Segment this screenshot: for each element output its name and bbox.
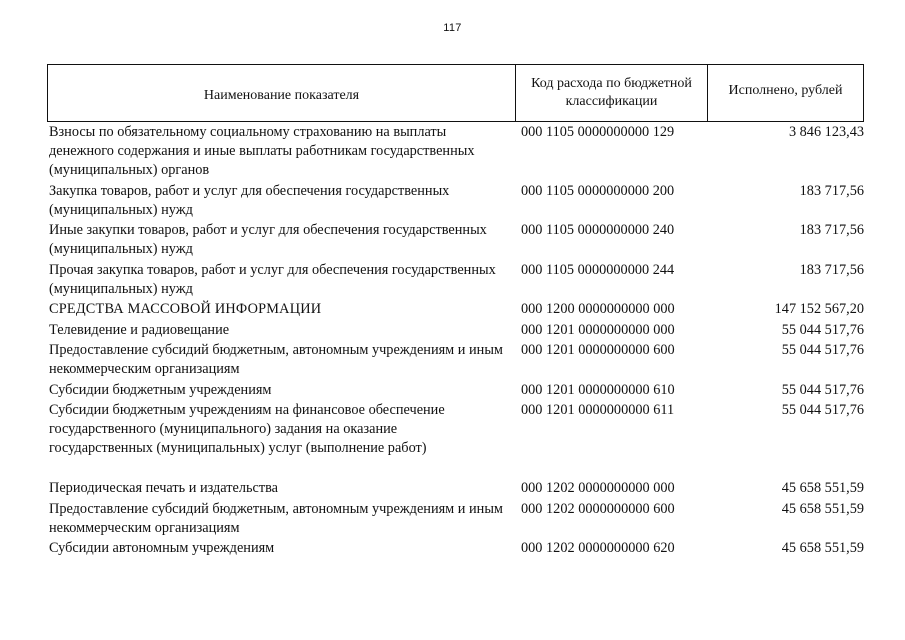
row-name: СРЕДСТВА МАССОВОЙ ИНФОРМАЦИИ [49,301,322,317]
row-amount: 55 044 517,76 [781,381,864,398]
row-name: Предоставление субсидий бюджетным, автономным учреждениям и иным некоммерческим организациям [49,500,503,536]
row-code: 000 1202 0000000000 620 [521,540,675,556]
table-row [49,182,864,220]
row-name: Субсидии бюджетным учреждениям [49,381,272,398]
row-code: 000 1200 0000000000 000 [521,301,675,317]
row-code: 000 1105 0000000000 240 [521,222,675,238]
table-row [49,123,864,180]
row-name: Закупка товаров, работ и услуг для обеспечения государственных (муниципальных) нужд [49,182,450,218]
row-code: 000 1201 0000000000 611 [521,402,675,418]
table-header [47,64,864,122]
row-code: 000 1201 0000000000 000 [521,321,675,338]
page-number: 117 [443,22,462,34]
table-row [49,321,864,340]
row-name: Субсидии автономным учреждениям [49,540,275,556]
table-row [49,261,864,299]
table-row-section [49,300,864,319]
row-amount: 45 658 551,59 [781,500,864,517]
row-amount: 45 658 551,59 [781,540,864,556]
row-amount: 183 717,56 [799,261,864,278]
row-amount: 55 044 517,76 [781,342,864,358]
row-amount: 183 717,56 [799,222,864,238]
table-body [49,123,864,560]
row-name: Предоставление субсидий бюджетным, автономным учреждениям и иным некоммерческим организациям [49,342,503,377]
table-row [49,381,864,400]
table-row [49,479,864,498]
row-code: 000 1201 0000000000 600 [521,342,675,358]
row-code: 000 1105 0000000000 200 [521,182,675,199]
row-amount: 3 846 123,43 [788,124,864,140]
row-name: Взносы по обязательному социальному страхованию на выплаты денежного содержания и иные выплаты работникам государственных (муниципальных) органов [49,124,475,178]
header-name: Наименование показателя [48,65,516,121]
row-name: Прочая закупка товаров, работ и услуг для обеспечения государственных (муниципальных) нужд [49,261,496,297]
row-name: Периодическая печать и издательства [49,480,279,496]
row-code: 000 1105 0000000000 129 [521,124,675,140]
row-amount: 45 658 551,59 [781,480,864,496]
row-amount: 183 717,56 [799,182,864,199]
table-row [49,401,864,458]
row-amount: 55 044 517,76 [781,402,864,418]
row-code: 000 1201 0000000000 610 [521,381,675,398]
row-name: Иные закупки товаров, работ и услуг для обеспечения государственных (муниципальных) нужд [49,222,487,257]
table-row [49,539,864,558]
table-row [49,500,864,538]
row-amount: 147 152 567,20 [774,301,864,317]
row-name: Субсидии бюджетным учреждениям на финансовое обеспечение государственного (муниципального) задания на оказание государственных (муниципальных) услуг (выполнение работ) [49,402,445,456]
table-row [49,341,864,379]
row-code: 000 1202 0000000000 600 [521,500,675,517]
header-amount: Исполнено, рублей [728,83,843,98]
row-code: 000 1105 0000000000 244 [521,261,675,278]
table-row [49,221,864,259]
row-name: Телевидение и радиовещание [49,321,230,338]
header-code: Код расхода по бюджетной классификации [516,65,708,121]
row-code: 000 1202 0000000000 000 [521,480,675,496]
row-amount: 55 044 517,76 [781,321,864,338]
